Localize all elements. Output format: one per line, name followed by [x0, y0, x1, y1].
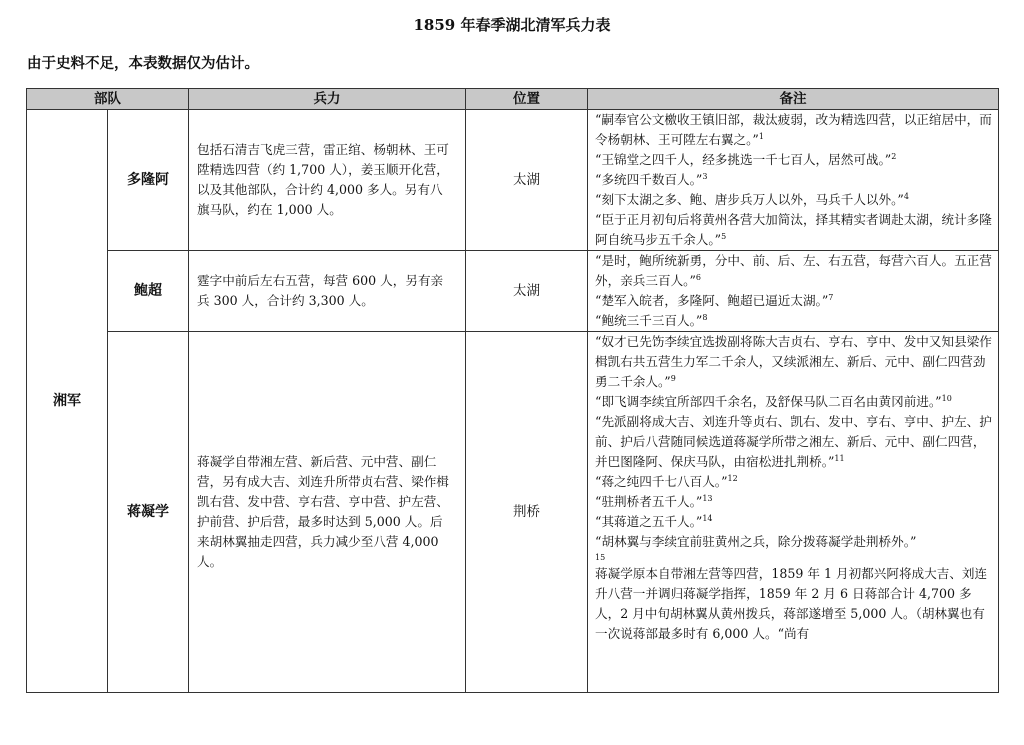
- note-item: “楚军入皖者，多隆阿、鲍超已逼近太湖。”$^7$: [595, 292, 834, 308]
- table-row: [27, 332, 999, 693]
- header-strength: 兵力: [189, 89, 466, 110]
- note-item: “臣于正月初旬后将黄州各营大加简汰，择其精实者调赴太湖，统计多隆阿自统马步五千余人。”$^5$: [595, 212, 992, 247]
- table-header-row: [27, 89, 999, 110]
- page-title: 1859 年春季湖北清军兵力表: [413, 16, 611, 34]
- strength-cell: 霆字中前后左右五营，每营 600 人，另有亲兵 300 人，合计约 3,300 人。: [189, 251, 466, 332]
- table-row: [27, 251, 999, 332]
- location-cell: 太湖: [466, 110, 588, 251]
- army-cell: 湘军: [27, 110, 108, 693]
- table-row: [27, 110, 999, 251]
- note-item: “其蒋道之五千人。”$^{14}$: [595, 513, 713, 529]
- header-notes: 备注: [588, 89, 999, 110]
- troop-strength-table: [26, 88, 999, 693]
- strength-cell: 蒋凝学自带湘左营、新后营、元中营、副仁营，另有成大吉、刘连升所带贞右营、梁作楫凯右营、发中营、亨右营、亨中营、护左营、护前营、护后营，最多时达到 5,000 人。后来胡林翼抽走四营，兵力减少至八营 4,000 人。: [189, 332, 466, 693]
- note-item: “奴才已先饬李续宜选拨副将陈大吉贞右、亨右、亨中、发中又知县梁作楫凯右共五营生力军二千余人，又续派湘左、新后、元中、副仁四营劲勇二千余人。”$^9$: [595, 334, 992, 389]
- note-item: “鲍统三千三百人。”$^8$: [595, 312, 708, 328]
- commander-cell: 鲍超: [108, 251, 189, 332]
- note-item: “嗣奉官公文檄收王镇旧部，裁汰疲弱，改为精选四营，以正绾居中，而令杨朝林、王可陞左右翼之。”$^1$: [595, 112, 992, 147]
- note-item: “刻下太湖之多、鲍、唐步兵万人以外，马兵千人以外。”$^4$: [595, 191, 909, 207]
- note-item: “是时，鲍所统新勇，分中、前、后、左、右五营，每营六百人。五正营外，亲兵三百人。”$^6$: [595, 253, 992, 288]
- note-paragraph: 蒋凝学原本自带湘左营等四营，1859 年 1 月初都兴阿将成大吉、刘连升八营一并调归蒋凝学指挥，1859 年 2 月 6 日蒋部合计 4,700 多人，2 月中旬胡林翼从黄州拨兵，蒋部遂增至 5,000 人。（胡林翼也有一次说蒋部最多时有 6,000 人。“尚有: [595, 566, 988, 641]
- notes-clip: [595, 332, 994, 692]
- note-item: “先派副将成大吉、刘连升等贞右、凯右、发中、亨右、亨中、护左、护前、护后八营随同候选道蒋凝学所带之湘左、新后、元中、副仁四营，并巴图隆阿、保庆马队，由宿松进扎荆桥。”$^{11}$: [595, 414, 992, 469]
- header-unit: 部队: [27, 89, 189, 110]
- notes-cell: [588, 251, 999, 332]
- notes-cell: [588, 110, 999, 251]
- notes-cell: [588, 332, 999, 693]
- location-cell: 太湖: [466, 251, 588, 332]
- note-item: “王锦堂之四千人，经多挑选一千七百人，居然可战。”$^2$: [595, 151, 897, 167]
- note-item: “即飞调李续宜所部四千余名，及舒保马队二百名由黄冈前进。”$^{10}$: [595, 393, 952, 409]
- location-cell: 荆桥: [466, 332, 588, 693]
- note-item: “驻荆桥者五千人。”$^{13}$: [595, 493, 713, 509]
- commander-cell: 多隆阿: [108, 110, 189, 251]
- header-location: 位置: [466, 89, 588, 110]
- note-item: “多统四千数百人。”$^3$: [595, 171, 708, 187]
- table-caption: 由于史料不足，本表数据仅为估计。: [27, 55, 259, 72]
- strength-cell: 包括石清吉飞虎三营，雷正绾、杨朝林、王可陞精选四营（约 1,700 人），姜玉顺开化营，以及其他部队，合计约 4,000 多人。另有八旗马队，约在 1,000 人。: [189, 110, 466, 251]
- commander-cell: 蒋凝学: [108, 332, 189, 693]
- note-item: “蒋之纯四千七八百人。”$^{12}$: [595, 473, 738, 489]
- note-item: “胡林翼与李续宜前驻黄州之兵，除分拨蒋凝学赴荆桥外。” 15: [595, 534, 917, 562]
